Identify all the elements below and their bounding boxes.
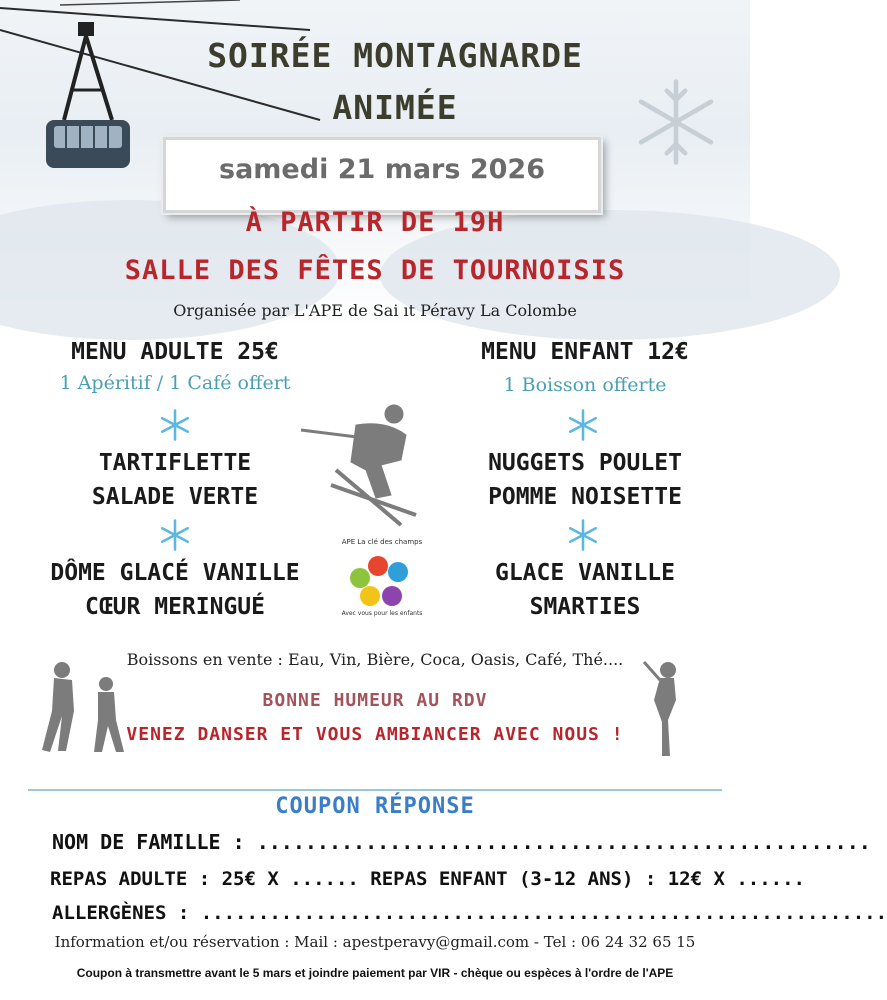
event-date: samedi 21 mars 2026 [219,154,545,185]
event-title-line2: ANIMÉE [332,88,458,127]
coupon-meals-field: REPAS ADULTE : 25€ X ...... REPAS ENFANT (3-12 ANS) : 12€ X ...... [50,868,805,890]
adult-dessert-2: CŒUR MERINGUÉ [84,594,265,620]
adult-dessert-1: DÔME GLACÉ VANILLE [50,560,300,586]
date-banner [163,137,601,213]
organizer-text: Organisée par L'APE de Sai ıt Péravy La Colombe [173,301,577,320]
child-dish-2: POMME NOISETTE [488,484,682,510]
ape-logo [336,538,428,622]
logo-text-bottom: Avec vous pour les enfants [341,610,423,617]
child-dessert-2: SMARTIES [529,594,641,620]
menu-adult-heading: MENU ADULTE 25€ [71,339,279,365]
drinks-text: Boissons en vente : Eau, Vin, Bière, Coca, Oasis, Café, Thé.... [126,650,624,669]
dancer-woman-icon [640,660,690,760]
coupon-family-name-field: NOM DE FAMILLE : ................................................... [52,830,871,854]
child-dish-1: NUGGETS POULET [488,450,682,476]
mood-line-2: VENEZ DANSER ET VOUS AMBIANCER AVEC NOUS ! [126,724,624,745]
coupon-separator [28,789,722,791]
snowflake-icon [566,408,600,442]
coupon-deadline: Coupon à transmettre avant le 5 mars et joindre paiement par VIR - chèque ou espèces à l'ordre de l'APE [76,966,674,980]
snowflake-icon [630,72,722,172]
event-time: À PARTIR DE 19H [245,207,505,238]
event-venue: SALLE DES FÊTES DE TOURNOISIS [124,255,626,286]
menu-adult-offer: 1 Apéritif / 1 Café offert [59,372,291,394]
adult-dish-1: TARTIFLETTE [98,450,252,476]
coupon-heading: COUPON RÉPONSE [275,794,475,819]
mood-line-1: BONNE HUMEUR AU RDV [262,690,488,711]
snowflake-icon [566,518,600,552]
adult-dish-2: SALADE VERTE [91,484,259,510]
contact-info: Information et/ou réservation : Mail : apestperavy@gmail.com - Tel : 06 24 32 65 15 [54,933,696,951]
menu-child-offer: 1 Boisson offerte [503,374,667,396]
child-dessert-1: GLACE VANILLE [494,560,675,586]
logo-text-top: APE La clé des champs [341,538,423,546]
snowflake-icon [158,408,192,442]
event-title-line1: SOIRÉE MONTAGNARDE [207,36,583,75]
skier-icon [296,400,436,530]
menu-child-heading: MENU ENFANT 12€ [481,339,689,365]
coupon-allergens-field: ALLERGÈNES : ............................................................ [52,902,887,924]
snowflake-icon [158,518,192,552]
